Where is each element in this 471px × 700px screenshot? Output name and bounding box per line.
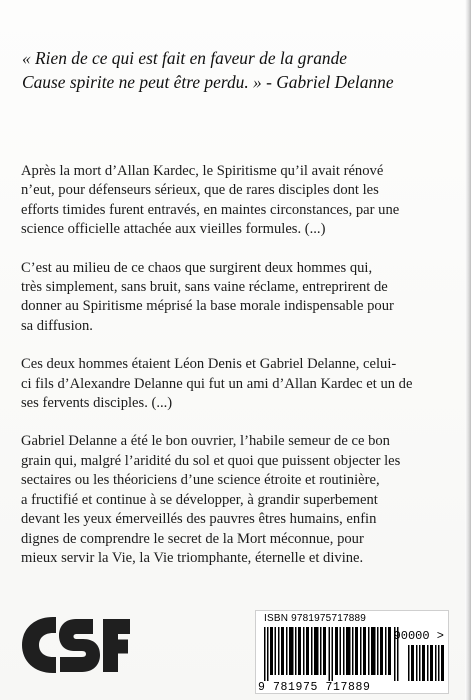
text-line: efforts timides furent entravés, en maintes circonstances, par une [21, 201, 400, 218]
text-line: science officielle attachée aux vieilles formules. (...) [21, 221, 326, 238]
text-line: sa diffusion. [21, 317, 93, 334]
text-line: dignes de comprendre le secret de la Mort méconnue, pour [21, 530, 364, 547]
quote-line: « Rien de ce qui est fait en faveur de la grande [22, 48, 348, 68]
quote-line: Cause spirite ne peut être perdu. » - Gabriel Delanne [22, 72, 394, 92]
price-code: 90000 > [393, 629, 444, 643]
paragraph [21, 355, 459, 413]
isbn-barcode [255, 610, 449, 694]
text-line: ci fils d’Alexandre Delanne qui fut un ami d’Allan Kardec et un de [21, 375, 413, 392]
ean-bars [264, 627, 400, 681]
paragraph [21, 162, 459, 240]
text-line: devant les yeux émerveillés des pauvres êtres humains, enfin [21, 511, 377, 528]
text-line: ses fervents disciples. (...) [21, 395, 173, 412]
cover-edge [465, 0, 471, 700]
ean-digits: 9 781975 717889 [258, 681, 371, 694]
text-line: Ces deux hommes étaient Léon Denis et Gabriel Delanne, celui- [21, 356, 397, 373]
text-line: n’eut, pour défenseurs sérieux, que de rares disciples dont les [21, 182, 379, 199]
text-line: C’est au milieu de ce chaos que surgirent deux hommes qui, [21, 259, 373, 276]
text-line: donner au Spiritisme méprisé la base morale indispensable pour [21, 298, 394, 315]
csf-logo [20, 611, 132, 679]
text-line: a fructifié et continue à se développer, à grandir superbement [21, 491, 378, 508]
blurb-text [21, 162, 459, 587]
epigraph-quote [22, 46, 462, 94]
text-line: très simplement, sans bruit, sans vaine réclame, entreprirent de [21, 279, 388, 296]
paragraph [21, 432, 459, 568]
isbn-label: ISBN 9781975717889 [264, 613, 367, 624]
text-line: Gabriel Delanne a été le bon ouvrier, l’habile semeur de ce bon [21, 433, 390, 450]
text-line: grain qui, malgré l’aridité du sol et quoi que puissent objecter les [21, 452, 401, 469]
text-line: sectaires ou les théoriciens d’une science étroite et routinière, [21, 472, 380, 489]
addon-bars [408, 645, 444, 681]
text-line: mieux servir la Vie, la Vie triomphante, éternelle et divine. [21, 549, 364, 566]
text-line: Après la mort d’Allan Kardec, le Spiritisme qu’il avait rénové [21, 163, 384, 179]
paragraph [21, 259, 459, 337]
